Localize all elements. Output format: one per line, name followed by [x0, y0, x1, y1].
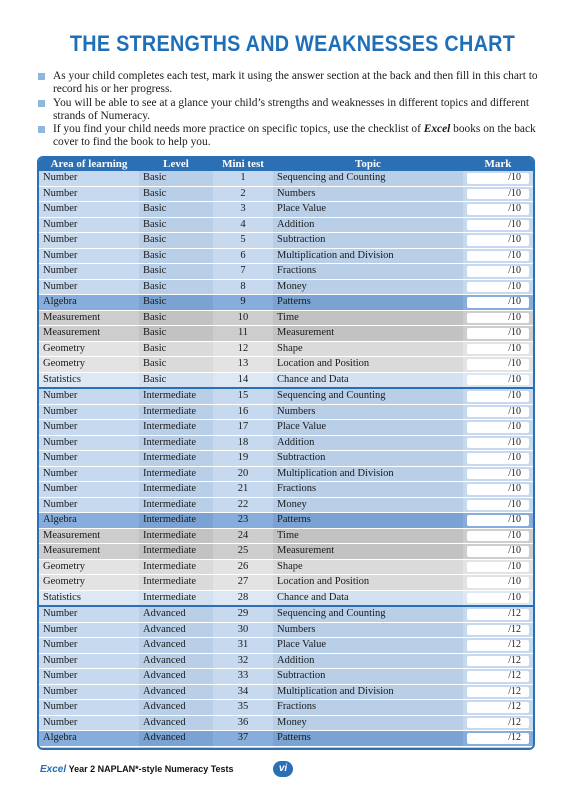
footer-brand: Excel	[40, 764, 67, 775]
mark-box[interactable]: /10	[467, 359, 529, 370]
cell-level: Basic	[139, 341, 213, 357]
cell-topic: Subtraction	[273, 669, 463, 685]
header-mini-test: Mini test	[213, 158, 273, 171]
mark-box[interactable]: /10	[467, 531, 529, 542]
cell-topic: Location and Position	[273, 357, 463, 373]
cell-mini-test: 27	[213, 575, 273, 591]
cell-mark	[463, 202, 533, 218]
cell-area: Number	[39, 388, 139, 404]
cell-level: Basic	[139, 357, 213, 373]
mark-box[interactable]: /10	[467, 484, 529, 495]
table-row	[39, 279, 533, 295]
table-row	[39, 684, 533, 700]
table-row	[39, 482, 533, 498]
table-body	[39, 171, 533, 750]
cell-level: Basic	[139, 202, 213, 218]
cell-topic: Subtraction	[273, 451, 463, 467]
table-row	[39, 451, 533, 467]
cell-mark	[463, 248, 533, 264]
cell-level: Basic	[139, 248, 213, 264]
cell-mini-test: 5	[213, 233, 273, 249]
cell-mini-test: 36	[213, 715, 273, 731]
cell-level: Basic	[139, 372, 213, 388]
cell-mark	[463, 388, 533, 404]
cell-mark	[463, 279, 533, 295]
cell-level: Advanced	[139, 684, 213, 700]
cell-area: Number	[39, 684, 139, 700]
page-number: vi	[273, 761, 293, 777]
mark-box[interactable]	[467, 749, 529, 751]
cell-level: Intermediate	[139, 575, 213, 591]
cell-topic: Sequencing and Counting	[273, 606, 463, 622]
cell-level: Basic	[139, 295, 213, 311]
table-row	[39, 575, 533, 591]
cell-mark	[463, 622, 533, 638]
instruction-text: If you find your child needs more practice on specific topics, use the checklist of	[53, 123, 424, 136]
cell-area: Number	[39, 279, 139, 295]
cell-level: Intermediate	[139, 590, 213, 606]
cell-area: Measurement	[39, 310, 139, 326]
cell-mini-test: 17	[213, 420, 273, 436]
table-header-row	[39, 158, 533, 171]
cell-mini-test: 7	[213, 264, 273, 280]
header-level: Level	[139, 158, 213, 171]
mark-box[interactable]: /10	[467, 204, 529, 215]
table-row	[39, 295, 533, 311]
cell-topic: Place Value	[273, 638, 463, 654]
cell-mark	[463, 528, 533, 544]
cell-mini-test: 22	[213, 497, 273, 513]
instruction-text: You will be able to see at a glance your child’s strengths and weaknesses in different topics and different strands of Numeracy.	[53, 96, 530, 122]
mark-box[interactable]: /10	[467, 235, 529, 246]
cell-topic: Money	[273, 715, 463, 731]
mark-box[interactable]: /10	[467, 328, 529, 339]
table-row	[39, 528, 533, 544]
cell-mark	[463, 264, 533, 280]
instruction-item	[38, 123, 544, 150]
cell-topic: Shape	[273, 341, 463, 357]
cell-mark	[463, 590, 533, 606]
cell-area: Measurement	[39, 528, 139, 544]
cell-level: Intermediate	[139, 466, 213, 482]
cell-area: Number	[39, 700, 139, 716]
mark-box[interactable]: /10	[467, 422, 529, 433]
cell-area: Number	[39, 248, 139, 264]
cell-area: Number	[39, 669, 139, 685]
table-row	[39, 310, 533, 326]
cell-level: Basic	[139, 310, 213, 326]
cell-mark	[463, 295, 533, 311]
mark-box[interactable]: /10	[467, 266, 529, 277]
cell-topic: Patterns	[273, 295, 463, 311]
table-row	[39, 715, 533, 731]
cell-mini-test: 18	[213, 435, 273, 451]
square-bullet-icon	[38, 73, 45, 80]
table-row	[39, 404, 533, 420]
cell-mark	[463, 341, 533, 357]
cell-mark	[463, 171, 533, 186]
mark-box[interactable]: /12	[467, 702, 529, 713]
cell-area: Number	[39, 482, 139, 498]
cell-level: Intermediate	[139, 544, 213, 560]
table-row	[39, 202, 533, 218]
cell-area: Number	[39, 638, 139, 654]
cell-topic: Place Value	[273, 420, 463, 436]
table-row	[39, 638, 533, 654]
cell-mark	[463, 684, 533, 700]
mark-box[interactable]: /12	[467, 625, 529, 636]
cell-mini-test: 10	[213, 310, 273, 326]
cell-mini-test: 35	[213, 700, 273, 716]
cell-mark	[463, 497, 533, 513]
cell-area: Number	[39, 233, 139, 249]
cell-mini-test: 8	[213, 279, 273, 295]
cell-topic: Addition	[273, 217, 463, 233]
cell-mini-test: 34	[213, 684, 273, 700]
cell-mark	[463, 217, 533, 233]
cell-mini-test: 28	[213, 590, 273, 606]
cell-area: Algebra	[39, 295, 139, 311]
table-row	[39, 700, 533, 716]
table-row	[39, 513, 533, 529]
mark-box[interactable]: /10	[467, 562, 529, 573]
header-mark: Mark	[463, 158, 533, 171]
cell-area: Measurement	[39, 544, 139, 560]
table-row	[39, 435, 533, 451]
table-row	[39, 248, 533, 264]
cell-mark	[463, 404, 533, 420]
page-footer	[40, 764, 540, 782]
cell-level: Intermediate	[139, 528, 213, 544]
cell-mark	[463, 435, 533, 451]
table-row	[39, 372, 533, 388]
mark-box[interactable]: /10	[467, 173, 529, 184]
cell-mini-test	[213, 746, 273, 750]
cell-topic: Patterns	[273, 513, 463, 529]
table-row	[39, 590, 533, 606]
mark-box[interactable]: /10	[467, 251, 529, 262]
mark-box[interactable]: /10	[467, 453, 529, 464]
table-row	[39, 746, 533, 750]
cell-topic: Time	[273, 528, 463, 544]
table-row	[39, 653, 533, 669]
cell-area: Number	[39, 404, 139, 420]
cell-level	[139, 746, 213, 750]
instruction-item	[38, 97, 544, 124]
cell-mark	[463, 700, 533, 716]
instruction-text: books on the back cover to find the book to help you.	[53, 123, 536, 149]
cell-area: Number	[39, 186, 139, 202]
cell-topic: Numbers	[273, 186, 463, 202]
cell-mini-test: 21	[213, 482, 273, 498]
cell-mini-test: 30	[213, 622, 273, 638]
mark-box[interactable]: /10	[467, 500, 529, 511]
cell-mark	[463, 638, 533, 654]
cell-mini-test: 29	[213, 606, 273, 622]
table-row	[39, 326, 533, 342]
cell-area: Statistics	[39, 372, 139, 388]
cell-mark	[463, 715, 533, 731]
cell-topic: Money	[273, 279, 463, 295]
mark-box[interactable]: /10	[467, 391, 529, 402]
cell-area: Number	[39, 466, 139, 482]
cell-mark	[463, 357, 533, 373]
cell-topic: Money	[273, 497, 463, 513]
instructions-list	[38, 70, 544, 150]
cell-mini-test: 1	[213, 171, 273, 186]
cell-area: Number	[39, 435, 139, 451]
cell-mark	[463, 669, 533, 685]
page-title: THE STRENGTHS AND WEAKNESSES CHART	[69, 31, 516, 56]
cell-mark	[463, 544, 533, 560]
cell-mini-test: 24	[213, 528, 273, 544]
cell-mark	[463, 731, 533, 747]
cell-mini-test: 31	[213, 638, 273, 654]
table-row	[39, 622, 533, 638]
cell-mini-test: 3	[213, 202, 273, 218]
cell-mini-test: 12	[213, 341, 273, 357]
cell-area: Number	[39, 497, 139, 513]
cell-level: Intermediate	[139, 451, 213, 467]
cell-mark	[463, 606, 533, 622]
cell-topic: Numbers	[273, 622, 463, 638]
mark-box[interactable]: /10	[467, 313, 529, 324]
cell-area: Geometry	[39, 357, 139, 373]
cell-level: Basic	[139, 186, 213, 202]
cell-topic: Location and Position	[273, 575, 463, 591]
cell-level: Advanced	[139, 669, 213, 685]
table-row	[39, 606, 533, 622]
cell-area: Number	[39, 202, 139, 218]
cell-topic: Subtraction	[273, 233, 463, 249]
cell-mark	[463, 746, 533, 750]
table-row	[39, 559, 533, 575]
cell-level: Advanced	[139, 731, 213, 747]
cell-level: Intermediate	[139, 497, 213, 513]
mark-box[interactable]: /10	[467, 407, 529, 418]
cell-topic: Addition	[273, 653, 463, 669]
cell-mark	[463, 482, 533, 498]
cell-level: Advanced	[139, 638, 213, 654]
mark-box[interactable]: /10	[467, 469, 529, 480]
cell-mark	[463, 233, 533, 249]
cell-area: Number	[39, 451, 139, 467]
cell-area: Number	[39, 606, 139, 622]
cell-area	[39, 746, 139, 750]
cell-area: Algebra	[39, 513, 139, 529]
header-area-of-learning: Area of learning	[39, 158, 139, 171]
mark-box[interactable]: /12	[467, 609, 529, 620]
mark-box[interactable]: /12	[467, 718, 529, 729]
mark-box[interactable]: /10	[467, 438, 529, 449]
mark-box[interactable]: /10	[467, 189, 529, 200]
mark-box[interactable]: /12	[467, 640, 529, 651]
cell-level: Basic	[139, 326, 213, 342]
cell-level: Basic	[139, 264, 213, 280]
mark-box[interactable]: /10	[467, 515, 529, 526]
cell-mark	[463, 559, 533, 575]
cell-topic: Addition	[273, 435, 463, 451]
cell-topic: Multiplication and Division	[273, 248, 463, 264]
cell-mini-test: 15	[213, 388, 273, 404]
header-topic: Topic	[273, 158, 463, 171]
cell-level: Intermediate	[139, 420, 213, 436]
cell-mark	[463, 466, 533, 482]
cell-mini-test: 19	[213, 451, 273, 467]
cell-level: Advanced	[139, 606, 213, 622]
table-row	[39, 466, 533, 482]
mark-box[interactable]: /10	[467, 297, 529, 308]
table-row	[39, 420, 533, 436]
cell-level: Intermediate	[139, 513, 213, 529]
cell-area: Statistics	[39, 590, 139, 606]
cell-mini-test: 37	[213, 731, 273, 747]
cell-level: Basic	[139, 279, 213, 295]
cell-mini-test: 2	[213, 186, 273, 202]
cell-area: Number	[39, 171, 139, 186]
cell-mark	[463, 326, 533, 342]
mark-box[interactable]: /10	[467, 577, 529, 588]
strengths-weaknesses-table	[37, 156, 535, 750]
square-bullet-icon	[38, 100, 45, 107]
cell-mini-test: 32	[213, 653, 273, 669]
cell-mini-test: 16	[213, 404, 273, 420]
cell-topic: Time	[273, 310, 463, 326]
cell-level: Advanced	[139, 622, 213, 638]
cell-area: Number	[39, 217, 139, 233]
table-row	[39, 186, 533, 202]
table-row	[39, 233, 533, 249]
cell-topic	[273, 746, 463, 750]
instruction-item	[38, 70, 544, 97]
cell-area: Algebra	[39, 731, 139, 747]
cell-area: Number	[39, 715, 139, 731]
table-row	[39, 264, 533, 280]
cell-mark	[463, 451, 533, 467]
excel-brand-text: Excel	[423, 123, 451, 136]
cell-level: Advanced	[139, 700, 213, 716]
cell-area: Number	[39, 264, 139, 280]
mark-box[interactable]: /12	[467, 656, 529, 667]
cell-mini-test: 4	[213, 217, 273, 233]
square-bullet-icon	[38, 126, 45, 133]
mark-box[interactable]: /10	[467, 344, 529, 355]
cell-topic: Sequencing and Counting	[273, 171, 463, 186]
mark-box[interactable]: /12	[467, 687, 529, 698]
cell-mark	[463, 575, 533, 591]
cell-mini-test: 33	[213, 669, 273, 685]
cell-topic: Chance and Data	[273, 590, 463, 606]
mark-box[interactable]: /10	[467, 375, 529, 386]
instruction-text: As your child completes each test, mark it using the answer section at the back and then fill in this chart to record his or her progress.	[53, 70, 538, 96]
mark-box[interactable]: /10	[467, 593, 529, 604]
cell-level: Intermediate	[139, 559, 213, 575]
table-row	[39, 388, 533, 404]
cell-mark	[463, 372, 533, 388]
cell-topic: Numbers	[273, 404, 463, 420]
cell-area: Measurement	[39, 326, 139, 342]
cell-area: Geometry	[39, 575, 139, 591]
cell-level: Basic	[139, 233, 213, 249]
table-row	[39, 171, 533, 186]
cell-area: Geometry	[39, 341, 139, 357]
cell-topic: Fractions	[273, 482, 463, 498]
cell-level: Basic	[139, 217, 213, 233]
cell-topic: Chance and Data	[273, 372, 463, 388]
table-row	[39, 497, 533, 513]
cell-topic: Place Value	[273, 202, 463, 218]
cell-level: Advanced	[139, 653, 213, 669]
cell-mark	[463, 420, 533, 436]
table-row	[39, 341, 533, 357]
table-row	[39, 357, 533, 373]
cell-mini-test: 25	[213, 544, 273, 560]
footer-title: Year 2 NAPLAN*-style Numeracy Tests	[68, 764, 234, 774]
cell-mini-test: 26	[213, 559, 273, 575]
cell-mark	[463, 186, 533, 202]
cell-level: Intermediate	[139, 435, 213, 451]
cell-topic: Multiplication and Division	[273, 684, 463, 700]
cell-mini-test: 20	[213, 466, 273, 482]
mark-box[interactable]: /10	[467, 282, 529, 293]
cell-topic: Shape	[273, 559, 463, 575]
mark-box[interactable]: /12	[467, 671, 529, 682]
cell-mini-test: 9	[213, 295, 273, 311]
cell-topic: Multiplication and Division	[273, 466, 463, 482]
table-row	[39, 731, 533, 747]
cell-topic: Fractions	[273, 700, 463, 716]
cell-area: Number	[39, 653, 139, 669]
cell-level: Intermediate	[139, 482, 213, 498]
mark-box[interactable]: /12	[467, 733, 529, 744]
cell-topic: Measurement	[273, 544, 463, 560]
cell-area: Number	[39, 420, 139, 436]
cell-mini-test: 23	[213, 513, 273, 529]
cell-mark	[463, 653, 533, 669]
cell-mark	[463, 310, 533, 326]
table-row	[39, 217, 533, 233]
mark-box[interactable]: /10	[467, 546, 529, 557]
cell-level: Intermediate	[139, 404, 213, 420]
mark-box[interactable]: /10	[467, 220, 529, 231]
cell-area: Number	[39, 622, 139, 638]
cell-topic: Measurement	[273, 326, 463, 342]
cell-topic: Fractions	[273, 264, 463, 280]
cell-level: Basic	[139, 171, 213, 186]
cell-level: Intermediate	[139, 388, 213, 404]
cell-mini-test: 11	[213, 326, 273, 342]
cell-mini-test: 14	[213, 372, 273, 388]
cell-mini-test: 6	[213, 248, 273, 264]
cell-topic: Patterns	[273, 731, 463, 747]
table-row	[39, 544, 533, 560]
cell-area: Geometry	[39, 559, 139, 575]
cell-mini-test: 13	[213, 357, 273, 373]
cell-level: Advanced	[139, 715, 213, 731]
cell-mark	[463, 513, 533, 529]
cell-topic: Sequencing and Counting	[273, 388, 463, 404]
table-row	[39, 669, 533, 685]
